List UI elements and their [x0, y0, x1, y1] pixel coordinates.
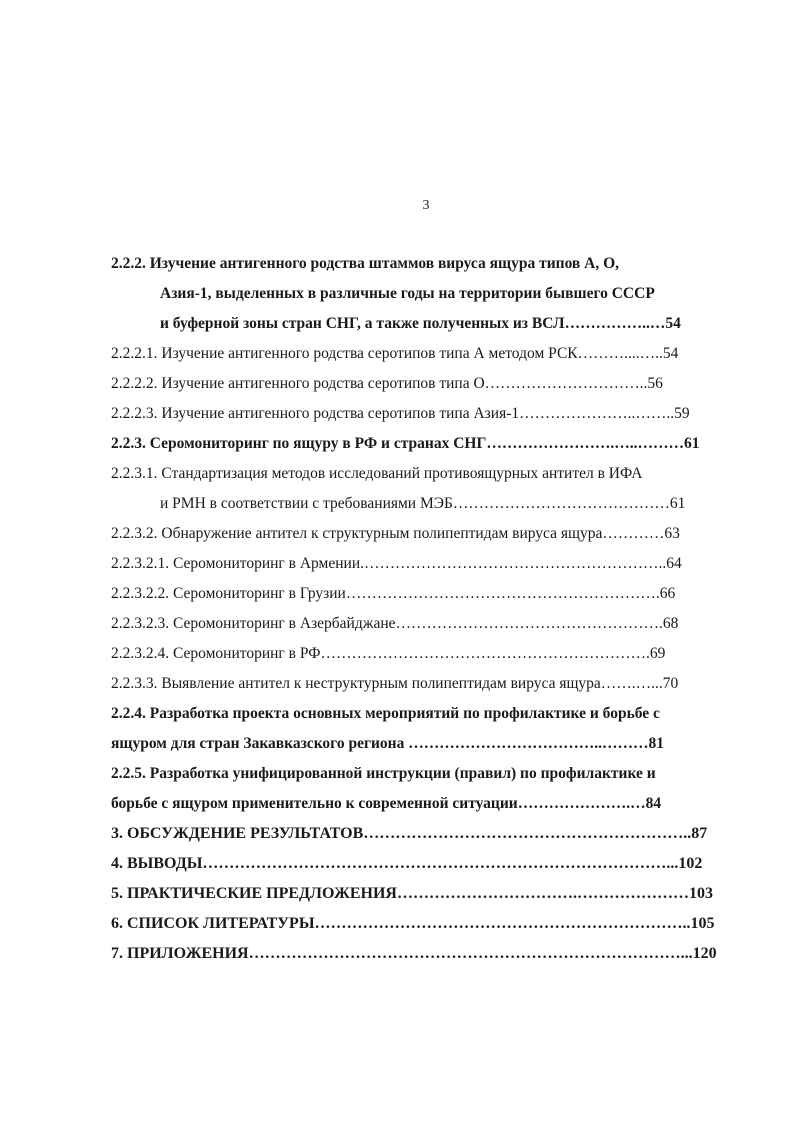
toc-line-2-2-3: 2.2.3. Серомониторинг по ящуру в РФ и странах СНГ…………………….…..………61 — [111, 435, 700, 452]
toc-line-6: 6. СПИСОК ЛИТЕРАТУРЫ……………………………………………………………..105 — [111, 915, 715, 932]
toc-line-7: 7. ПРИЛОЖЕНИЯ………………………………………………………………………...120 — [111, 945, 717, 962]
toc-line-2-2-3-2-2: 2.2.3.2.2. Серомониторинг в Грузии…………………………………………………….66 — [111, 585, 676, 602]
toc-line-2-2-2-2: 2.2.2.2. Изучение антигенного родства серотипов типа О…………………………..56 — [111, 375, 663, 392]
toc-line-3: 3. ОБСУЖДЕНИЕ РЕЗУЛЬТАТОВ……………………………………………………..87 — [111, 825, 708, 842]
toc-line-2-2-2-cont-1: Азия-1, выделенных в различные годы на территории бывшего СССР — [160, 285, 655, 302]
toc-line-2-2-3-1: 2.2.3.1. Стандартизация методов исследований противоящурных антител в ИФА — [111, 465, 643, 482]
toc-line-2-2-3-3: 2.2.3.3. Выявление антител к неструктурным полипептидам вируса ящура…….…...70 — [111, 675, 679, 692]
toc-line-2-2-4-cont: ящуром для стран Закавказского региона ………………………………..………81 — [111, 735, 664, 752]
toc-line-2-2-3-2-1: 2.2.3.2.1. Серомониторинг в Армении.…………………………………………………..64 — [111, 555, 682, 572]
toc-line-5: 5. ПРАКТИЧЕСКИЕ ПРЕДЛОЖЕНИЯ…………………………….…………………103 — [111, 885, 713, 902]
toc-line-2-2-2-1: 2.2.2.1. Изучение антигенного родства серотипов типа А методом РСК………....…..54 — [111, 345, 679, 362]
toc-line-2-2-2-cont-2: и буферной зоны стран СНГ, а также полученных из ВСЛ……………..…54 — [160, 315, 681, 332]
toc-line-2-2-3-2-4: 2.2.3.2.4. Серомониторинг в РФ……………………………………………………….69 — [111, 645, 666, 662]
toc-line-2-2-5: 2.2.5. Разработка унифицированной инструкции (правил) по профилактике и — [111, 765, 656, 782]
toc-line-2-2-2-3: 2.2.2.3. Изучение антигенного родства серотипов типа Азия-1…………………..……..59 — [111, 405, 690, 422]
toc-line-2-2-2: 2.2.2. Изучение антигенного родства штаммов вируса ящура типов А, О, — [111, 255, 620, 272]
page-number: 3 — [422, 198, 430, 213]
toc-line-2-2-3-1-cont: и РМН в соответствии с требованиями МЭБ……………………………………61 — [160, 495, 686, 512]
toc-line-4: 4. ВЫВОДЫ……………………………………………………………………………...102 — [111, 855, 703, 872]
toc-line-2-2-5-cont: борьбе с ящуром применительно к современной ситуации………………….…84 — [111, 795, 662, 812]
toc-line-2-2-4: 2.2.4. Разработка проекта основных мероприятий по профилактике и борьбе с — [111, 705, 660, 722]
toc-line-2-2-3-2-3: 2.2.3.2.3. Серомониторинг в Азербайджане…………………………………………….68 — [111, 615, 679, 632]
toc-line-2-2-3-2: 2.2.3.2. Обнаружение антител к структурным полипептидам вируса ящура…………63 — [111, 525, 680, 542]
